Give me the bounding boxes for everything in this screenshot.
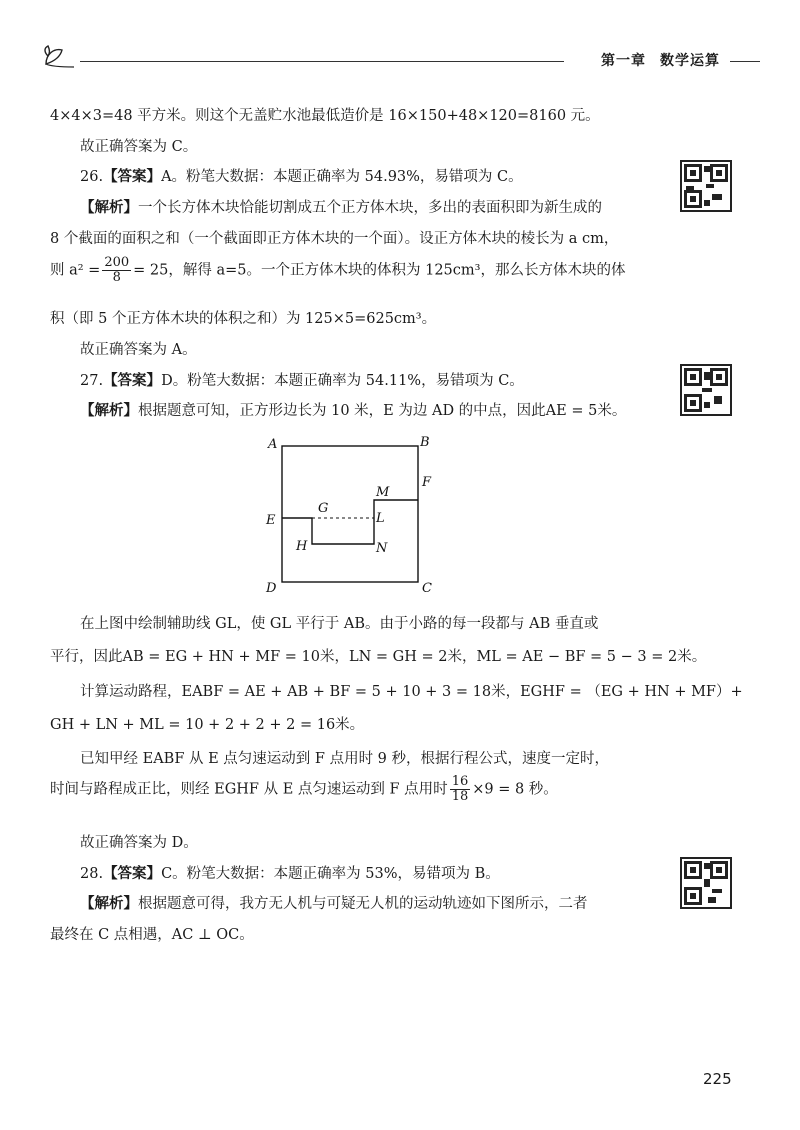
- formula-line: 则 a² = $\frac{200}{8}$ = 25，解得 a=5。一个正方体木块的体积为 125cm³，那么长方体木块的体: [50, 255, 626, 285]
- text-line: 平行，因此AB = EG + HN + MF = 10米，LN = GH = 2米，ML = AE − BF = 5 − 3 = 2米。: [50, 649, 707, 665]
- label-E: E: [266, 513, 276, 528]
- label-N: N: [376, 541, 388, 556]
- text-line: 最终在 C 点相遇，AC ⊥ OC。: [50, 927, 254, 943]
- q27-explanation-line: 【解析】根据题意可知，正方形边长为 10 米，E 为边 AD 的中点，因此AE = 5米。: [80, 403, 627, 419]
- label-G: G: [318, 501, 329, 516]
- answer-text: A。粉笔大数据：本题正确率为 54.93%，易错项为 C。: [161, 169, 523, 185]
- label-C: C: [422, 581, 432, 596]
- label-A: A: [268, 437, 278, 452]
- q26-explanation-line: 【解析】一个长方体木块恰能切割成五个正方体木块，多出的表面积即为新生成的: [80, 200, 602, 216]
- text-line: 在上图中绘制辅助线 GL，使 GL 平行于 AB。由于小路的每一段都与 AB 垂直或: [80, 616, 599, 632]
- qr-code-icon[interactable]: [680, 857, 732, 909]
- text-line: 故正确答案为 C。: [80, 139, 198, 155]
- explanation-tag: 【解析】: [80, 200, 138, 216]
- answer-tag: 【答案】: [103, 866, 162, 882]
- question-number: 28.: [80, 866, 104, 882]
- text-line: 故正确答案为 D。: [80, 835, 198, 851]
- answer-text: C。粉笔大数据：本题正确率为 53%，易错项为 B。: [161, 866, 500, 882]
- leaf-icon: [40, 42, 74, 70]
- explanation-tag: 【解析】: [80, 403, 138, 419]
- chapter-title: 第一章 数学运算: [601, 53, 720, 69]
- text-line: 已知甲经 EABF 从 E 点匀速运动到 F 点用时 9 秒，根据行程公式，速度一定时，: [80, 751, 610, 767]
- q28-explanation-line: 【解析】根据题意可得，我方无人机与可疑无人机的运动轨迹如下图所示，二者: [80, 896, 588, 912]
- q28-answer-line: [80, 862, 500, 883]
- fraction: $\frac{16}{18}$: [451, 774, 469, 804]
- question-number: 26.: [80, 169, 104, 185]
- qr-code-icon[interactable]: [680, 160, 732, 212]
- answer-tag: 【答案】: [103, 169, 162, 185]
- page-header: [40, 42, 760, 70]
- text-line: 故正确答案为 A。: [80, 342, 197, 358]
- fraction: $\frac{200}{8}$: [104, 255, 130, 285]
- label-B: B: [420, 435, 430, 450]
- qr-code-icon[interactable]: [680, 364, 732, 416]
- text-line: 8 个截面的面积之和（一个截面即正方体木块的一个面）。设正方体木块的棱长为 a cm，: [50, 231, 619, 247]
- answer-text: D。粉笔大数据：本题正确率为 54.11%，易错项为 C。: [161, 373, 524, 389]
- q27-answer-line: [80, 369, 524, 390]
- path-diagram: [262, 432, 442, 602]
- label-M: M: [376, 485, 390, 500]
- header-rule-end: [730, 61, 760, 62]
- label-D: D: [266, 581, 277, 596]
- explanation-tag: 【解析】: [80, 896, 138, 912]
- text-line: GH + LN + ML = 10 + 2 + 2 + 2 = 16米。: [50, 717, 365, 733]
- text-line: 计算运动路程，EABF = AE + AB + BF = 5 + 10 + 3 = 18米，EGHF = （EG + HN + MF）+: [80, 684, 743, 700]
- label-H: H: [296, 539, 308, 554]
- text-line: 4×4×3=48 平方米。则这个无盖贮水池最低造价是 16×150+48×120=8160 元。: [50, 108, 600, 124]
- label-F: F: [422, 475, 432, 490]
- answer-tag: 【答案】: [103, 373, 162, 389]
- q26-answer-line: [80, 165, 523, 186]
- question-number: 27.: [80, 373, 104, 389]
- text-line: 积（即 5 个正方体木块的体积之和）为 125×5=625cm³。: [50, 311, 437, 327]
- header-rule: [80, 61, 564, 62]
- label-L: L: [376, 511, 385, 526]
- page-number: 225: [703, 1070, 732, 1088]
- formula-line: 时间与路程成正比，则经 EGHF 从 E 点匀速运动到 F 点用时 $\frac{16}{18}$ ×9 = 8 秒。: [50, 774, 558, 804]
